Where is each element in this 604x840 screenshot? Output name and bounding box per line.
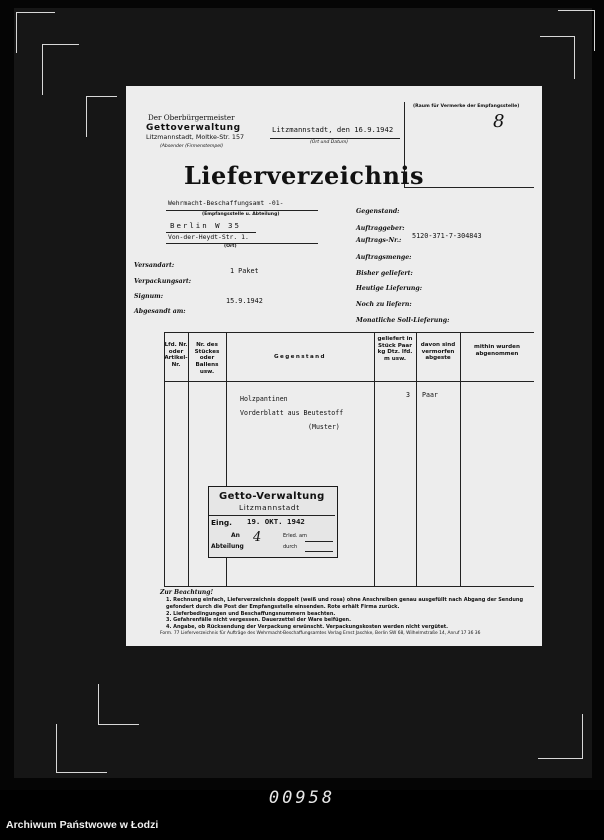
stamp-handwritten: 4 — [253, 530, 262, 545]
field-label-auftragsmenge: Auftragsmenge: — [356, 254, 412, 261]
corner-mark — [86, 96, 117, 137]
field-label-heutige-lieferung: Heutige Lieferung: — [356, 285, 423, 292]
table-header-gegenstand: Gegenstand — [274, 354, 326, 360]
table-header-abgenommen: mithin wurden abgenommen — [474, 344, 520, 357]
footnote-4: 4. Angabe, ob Rücksendung der Verpackung erwünscht. Verpackungskosten werden nicht vergütet. — [166, 624, 448, 631]
stamp-abteilung-label: Abteilung — [211, 543, 244, 550]
document-title: Lieferverzeichnis — [184, 161, 425, 190]
stamp-eing-label: Eing. — [211, 518, 232, 527]
stamp-an-label: An — [231, 532, 240, 539]
field-label-auftraggeber: Auftraggeber: — [356, 225, 405, 232]
field-label-abgesandt-am: Abgesandt am: — [134, 308, 186, 315]
frame-number: 00958 — [268, 788, 336, 808]
stamp-line-2: Litzmannstadt — [239, 503, 300, 512]
receipt-stamp — [208, 486, 338, 558]
footnote-title: Zur Beachtung! — [160, 589, 214, 596]
field-label-versandart: Versandart: — [134, 262, 175, 269]
corner-mark — [538, 714, 583, 759]
stamp-erled-label: Erled. am — [283, 533, 307, 539]
sender-line-2: Gettoverwaltung — [146, 123, 241, 133]
table-header-verworfen: davon sind vermorfen abgeste — [420, 342, 456, 362]
place-date: Litzmannstadt, den 16.9.1942 — [272, 125, 394, 134]
table-item-line-3: (Muster) — [308, 423, 340, 431]
corner-mark — [56, 724, 107, 773]
table-qty: 3 — [406, 391, 410, 399]
form-imprint: Form. 77 Lieferverzeichnis für Aufträge des Wehrmacht-Beschaffungsamtes Verlag Ernst Jaschke, Berlin SW 68, Wilhelmstraße 14, Anruf 17 36 36 — [160, 630, 481, 636]
table-header-geliefert: geliefert in Stück Paar kg Dtz. lfd. m usw. — [377, 336, 413, 363]
delivery-list-document — [126, 86, 542, 646]
sender-line-1: Der Oberbürgermeister — [148, 113, 235, 122]
place-date-caption: (Ort und Datum) — [310, 140, 349, 145]
recipient-caption: (Empfangsstelle u. Abteilung) — [202, 212, 280, 217]
recipient-city: Berlin W 35 — [170, 221, 241, 230]
stamp-line-1: Getto-Verwaltung — [219, 491, 325, 502]
field-label-bisher-geliefert: Bisher geliefert: — [356, 270, 413, 277]
table-item-line-2: Vorderblatt aus Beutestoff — [240, 409, 344, 417]
corner-mark — [558, 10, 595, 51]
footnotes — [160, 589, 542, 637]
table-header-stueck-nr: Nr. des Stückes oder Ballens usw. — [194, 342, 220, 375]
field-value-verpackungsart: 1 Paket — [230, 267, 259, 275]
table-header-lfd-nr: Lfd. Nr. oder Artikel-Nr. — [164, 342, 188, 369]
footnote-3: 3. Gefahrenfälle nicht vergessen. Dauerzettel der Ware beifügen. — [166, 617, 352, 624]
field-label-gegenstand: Gegenstand: — [356, 208, 400, 215]
archive-label: Archiwum Państwowe w Łodzi — [6, 819, 159, 831]
stamp-eing-date: 19. OKT. 1942 — [247, 517, 305, 526]
footnote-2: 2. Lieferbedingungen und Beschaffungsnummern beachten. — [166, 610, 336, 617]
sender-line-3: Litzmannstadt, Moltke-Str. 157 — [146, 133, 245, 141]
table-unit: Paar — [422, 391, 438, 399]
corner-mark — [42, 44, 79, 95]
corner-mark — [98, 684, 139, 725]
recipient-name: Wehrmacht-Beschaffungsamt -01- — [168, 199, 284, 207]
sender-caption: (Absender (Firmenstempel) — [160, 144, 224, 149]
recipient-street: Von-der-Heydt-Str. 1. — [168, 233, 249, 241]
footnote-1: 1. Rechnung einfach, Lieferverzeichnis doppelt (weiß und rosa) ohne Anschreiben genau ausgefüllt nach Abgang der Sendung gefondert durch die Post der Empfangsstelle einsenden. Rote erhält Firma zurück. — [166, 597, 524, 610]
field-label-monatliche-soll: Monatliche Soll-Lieferung: — [356, 317, 450, 324]
table-item-line-1: Holzpantinen — [240, 395, 288, 403]
field-label-signum: Signum: — [134, 293, 163, 300]
handwritten-number: 8 — [493, 111, 505, 132]
field-label-auftrags-nr: Auftrags-Nr.: — [356, 237, 402, 244]
field-label-verpackungsart: Verpackungsart: — [134, 278, 192, 285]
field-value-auftrags-nr: 5120-371-7-304843 — [412, 232, 482, 240]
field-label-noch-zu-liefern: Noch zu liefern: — [356, 301, 412, 308]
field-value-abgesandt-am: 15.9.1942 — [226, 297, 263, 305]
recipient-city-caption: (Ort) — [224, 244, 237, 249]
receiver-box-caption: (Raum für Vermerke der Empfangsstelle) — [413, 104, 520, 109]
stamp-durch-label: durch — [283, 544, 298, 550]
